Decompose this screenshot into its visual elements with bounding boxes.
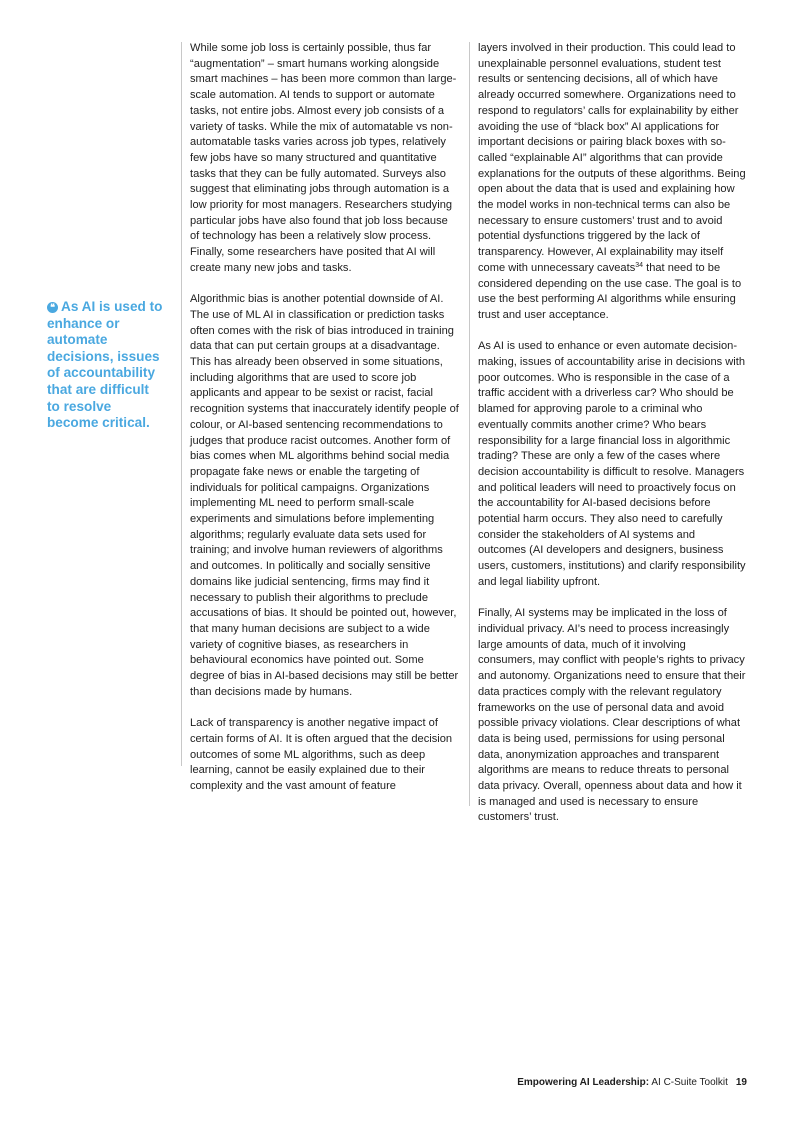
text-column-left <box>190 41 460 810</box>
footnote-reference[interactable]: 34 <box>635 261 644 269</box>
paragraph-explainability: layers involved in their production. This could lead to unexplainable personnel evaluations, student test results or sentencing decisions, all of which have already occurred somewhere. Organizations need to respond to regulators’ calls for explainability by either avoiding the use of “black box” AI applications for important decisions or pairing black boxes with so-called “explainable AI” algorithms that can provide explanations for the outputs of these algorithms. Being open about the data that is used and explaining how the model works in non-technical terms can also be necessary to ensure customers’ trust and to avoid potential dysfunctions triggered by the lack of transparency. However, AI explainability may itself come with unnecessary caveats$^{34}$ that need to be considered depending on the use case. The goal is to use the best performing AI algorithms while ensuring trust and user acceptance. <box>478 42 746 321</box>
page-number: 19 <box>735 1077 747 1088</box>
paragraph-transparency: Lack of transparency is another negative impact of certain forms of AI. It is often argued that the decision outcomes of some ML algorithms, such as deep learning, cannot be easily explained due to their complexity and the vast amount of feature <box>190 717 453 793</box>
footer-title-rest: AI C-Suite Toolkit <box>649 1077 728 1088</box>
pull-quote <box>47 299 165 432</box>
paragraph-algorithmic-bias: Algorithmic bias is another potential downside of AI. The use of ML AI in classification or prediction tasks often comes with the risk of bias introduced in training data that can put certain groups at a disadvantage. This has already been observed in some situations, including algorithms that are used to score job applicants and appear to be sexist or racist, facial recognition systems that inaccurately identify people of colour, or AI-based sentencing recommendations to judges that produce racist outcomes. Another form of bias comes when ML algorithms behind social media propagate fake news or enable the targeting of individuals for political campaigns. Organizations implementing ML need to perform small-scale experiments and simulations before implementing algorithms; regularly evaluate data sets used for training; and involve human reviewers of algorithms and outcomes. In politically and socially sensitive domains like judicial sentencing, firms may find it necessary to publish their algorithms to preclude accusations of bias. It should be pointed out, however, that many human decisions are subject to a wide variety of cognitive biases, as researchers in behavioural economics have pointed out. Some degree of bias in AI-based decisions may still be better than decisions made by humans. <box>190 293 459 698</box>
footer-title-bold: Empowering AI Leadership: <box>517 1077 650 1088</box>
quote-icon: ❝ <box>47 302 58 313</box>
column-divider-left <box>181 42 182 766</box>
column-divider-right <box>469 42 470 806</box>
pull-quote-text: As AI is used to enhance or automate decisions, issues of accountability that are difficult to resolve become critical. <box>47 299 163 431</box>
text-column-right <box>478 41 746 842</box>
page-footer <box>517 1077 747 1088</box>
paragraph-privacy: Finally, AI systems may be implicated in the loss of individual privacy. AI’s need to process increasingly large amounts of data, much of it involving consumers, may conflict with people’s rights to privacy and autonomy. Organizations need to ensure that their data practices comply with the relevant regulatory frameworks on the use of personal data and avoid possible privacy violations. Clear descriptions of what data is being used, permissions for using personal data, anonymization approaches and transparent algorithms are means to reduce threats to personal data privacy. Overall, openness about data and how it is managed and used is necessary to ensure customers’ trust. <box>478 607 746 824</box>
paragraph-augmentation: While some job loss is certainly possible, thus far “augmentation” – smart humans working alongside smart machines – has been more common than large-scale automation. AI tends to support or automate tasks, not entire jobs. Almost every job consists of a variety of tasks. While the mix of automatable vs non-automatable tasks varies across job types, relatively few jobs have so many structured and quantitative tasks that they can be fully automated. Surveys also suggest that eliminating jobs through automation is a low priority for most managers. Researchers studying particular jobs have also found that job loss because of technology has been a relatively slow process. Finally, some researchers have posited that AI will create many new jobs and tasks. <box>190 42 457 274</box>
paragraph-accountability: As AI is used to enhance or even automate decision-making, issues of accountability arise in decisions with poor outcomes. Who is responsible in the case of a traffic accident with a driverless car? Who should be blamed for approving parole to a criminal who eventually commits another crime? Who bears responsibility for a large financial loss in algorithmic trading? These are only a few of the cases where decision accountability is difficult to resolve. Managers and political leaders will need to proactively focus on the accountability for AI-based decisions before potential harm occurs. They also need to carefully consider the stakeholders of AI systems and outcomes (AI developers and designers, business users, customers, institutions) and clarify responsibility and legal liability upfront. <box>478 340 746 588</box>
